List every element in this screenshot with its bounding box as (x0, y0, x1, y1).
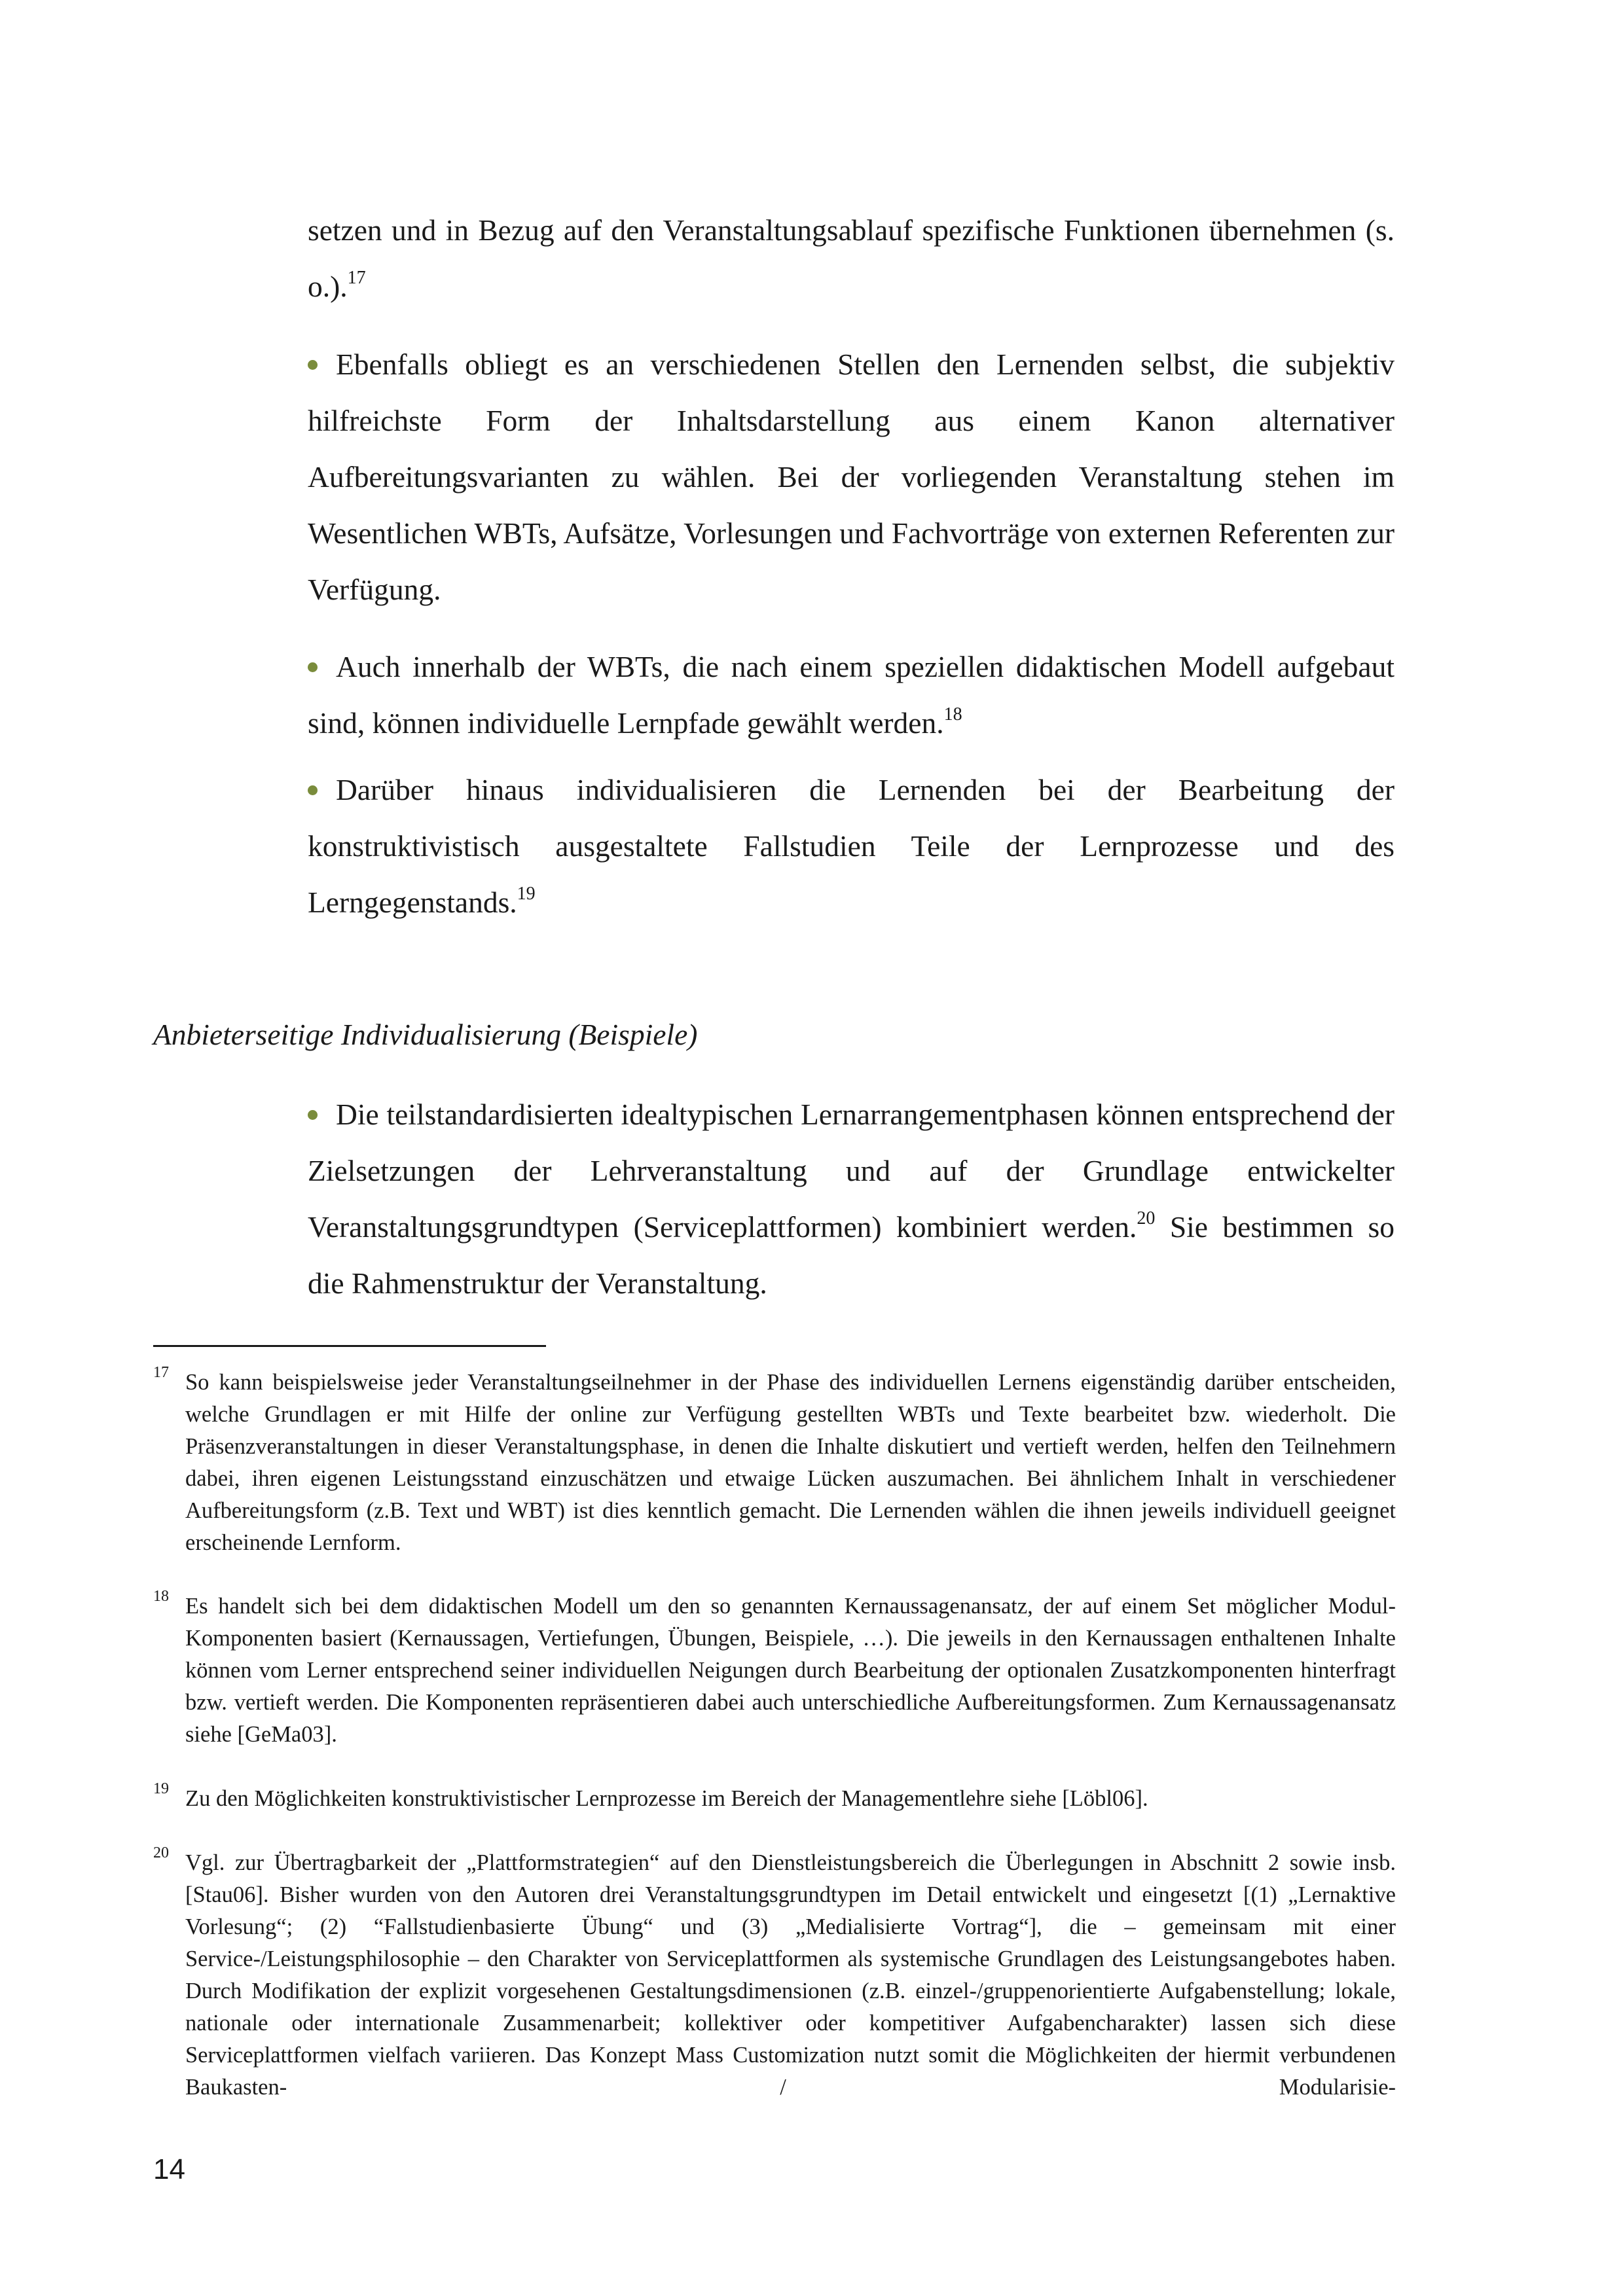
footnote-text: Es handelt sich bei dem didaktischen Modell um den so genannten Kernaussagenansatz, der auf einem Set möglicher Modul-Komponenten basiert (Kernaussagen, Vertiefungen, Übungen, Beispiele, …). Die jeweils in den Kernaussagen enthaltenen Inhalte können vom Lerner entsprechend seiner individuellen Neigungen durch Bearbeitung der optionalen Zusatzkomponenten hinterfragt bzw. vertieft werden. Die Komponenten repräsentieren dabei auch unterschiedliche Aufbereitungsformen. Zum Kernaussagenansatz siehe [GeMa03]. (185, 1594, 1396, 1747)
footnote-ref-19[interactable]: 19 (517, 884, 536, 904)
footnote (153, 1364, 1396, 1559)
bullet-item (308, 336, 1395, 618)
continuation-text: setzen und in Bezug auf den Veranstaltungsablauf spezifische Funktionen übernehmen (s. o.). (308, 213, 1395, 303)
footnote-ref-20[interactable]: 20 (1137, 1208, 1156, 1229)
bullet-icon (308, 360, 318, 370)
footnote-number: 18 (153, 1588, 169, 1605)
footnote-separator (153, 1345, 546, 1347)
footnote (153, 1780, 1396, 1815)
footnote-ref-18[interactable]: 18 (943, 704, 962, 725)
bullet-icon (308, 1110, 318, 1120)
continuation-paragraph (308, 202, 1395, 315)
footnote-number: 20 (153, 1844, 169, 1861)
section-subheading: Anbieterseitige Individualisierung (Beispiele) (153, 1018, 698, 1051)
bullet-text: Die teilstandardisierten idealtypischen Lernarrangementphasen können entsprechend der Zielsetzungen der Lehrveranstaltung und auf der Grundlage entwickelter Veranstaltungsgrundtypen (Serviceplattformen) kombiniert werden. (308, 1098, 1395, 1244)
bullet-item (308, 1086, 1395, 1312)
footnote (153, 1844, 1396, 2104)
footnote-number: 19 (153, 1780, 169, 1797)
bullet-text-continued: Sie bestimmen so die Rahmenstruktur der Veranstaltung. (308, 1210, 1395, 1300)
footnote-text: Vgl. zur Übertragbarkeit der „Plattformstrategien“ auf den Dienstleistungsbereich die Überlegungen in Abschnitt 2 sowie insb. [Stau06]. Bisher wurden von den Autoren drei Veranstaltungsgrundtypen im Detail entwickelt und eingesetzt [(1) „Lernaktive Vorlesung“; (2) “Fallstudienbasierte Übung“ und (3) „Medialisierte Vortrag“], die – gemeinsam mit einer Service-/Leistungsphilosophie – den Charakter von Serviceplattformen als systemische Grundlagen des Leistungsangebotes haben. Durch Modifikation der explizit vorgesehenen Gestaltungsdimensionen (z.B. einzel-/gruppenorientierte Aufgabenstellung; lokale, nationale oder internationale Zusammenarbeit; kollektiver oder kompetitiver Aufgabencharakter) lassen sich diese Serviceplattformen vielfach variieren. Das Konzept Mass Customization nutzt somit die Möglichkeiten der hiermit verbundenen Baukasten- / Modularisie- (185, 1850, 1396, 2100)
bullet-item (308, 639, 1395, 751)
footnote-ref-17[interactable]: 17 (347, 268, 366, 288)
footnote (153, 1590, 1396, 1751)
bullet-icon (308, 662, 318, 672)
bullet-icon (308, 785, 318, 795)
footnote-text: Zu den Möglichkeiten konstruktivistischer Lernprozesse im Bereich der Managementlehre siehe [Löbl06]. (185, 1786, 1148, 1811)
bullet-text: Ebenfalls obliegt es an verschiedenen Stellen den Lernenden selbst, die subjektiv hilfreichste Form der Inhaltsdarstellung aus einem Kanon alternativer Aufbereitungsvarianten zu wählen. Bei der vorliegenden Veranstaltung stehen im Wesentlichen WBTs, Aufsätze, Vorlesungen und Fachvorträge von externen Referenten zur Verfügung. (308, 348, 1395, 606)
page-number: 14 (153, 2153, 185, 2185)
bullet-text: Auch innerhalb der WBTs, die nach einem speziellen didaktischen Modell aufgebaut sind, können individuelle Lernpfade gewählt werden. (308, 650, 1395, 740)
bullet-text: Darüber hinaus individualisieren die Lernenden bei der Bearbeitung der konstruktivistisch ausgestaltete Fallstudien Teile der Lernprozesse und des Lerngegenstands. (308, 773, 1395, 919)
bullet-item (308, 762, 1395, 931)
footnote-text: So kann beispielsweise jeder Veranstaltungseilnehmer in der Phase des individuellen Lernens eigenständig darüber entscheiden, welche Grundlagen er mit Hilfe der online zur Verfügung gestellten WBTs und Texte bearbeitet bzw. wiederholt. Die Präsenzveranstaltungen in dieser Veranstaltungsphase, in denen die Inhalte diskutiert und vertieft werden, helfen den Teilnehmern dabei, ihren eigenen Leistungsstand einzuschätzen und etwaige Lücken auszumachen. Bei ähnlichem Inhalt in verschiedener Aufbereitungsform (z.B. Text und WBT) ist dies kenntlich gemacht. Die Lernenden wählen die ihnen jeweils individuell geeignet erscheinende Lernform. (185, 1370, 1396, 1555)
footnote-number: 17 (153, 1364, 169, 1381)
